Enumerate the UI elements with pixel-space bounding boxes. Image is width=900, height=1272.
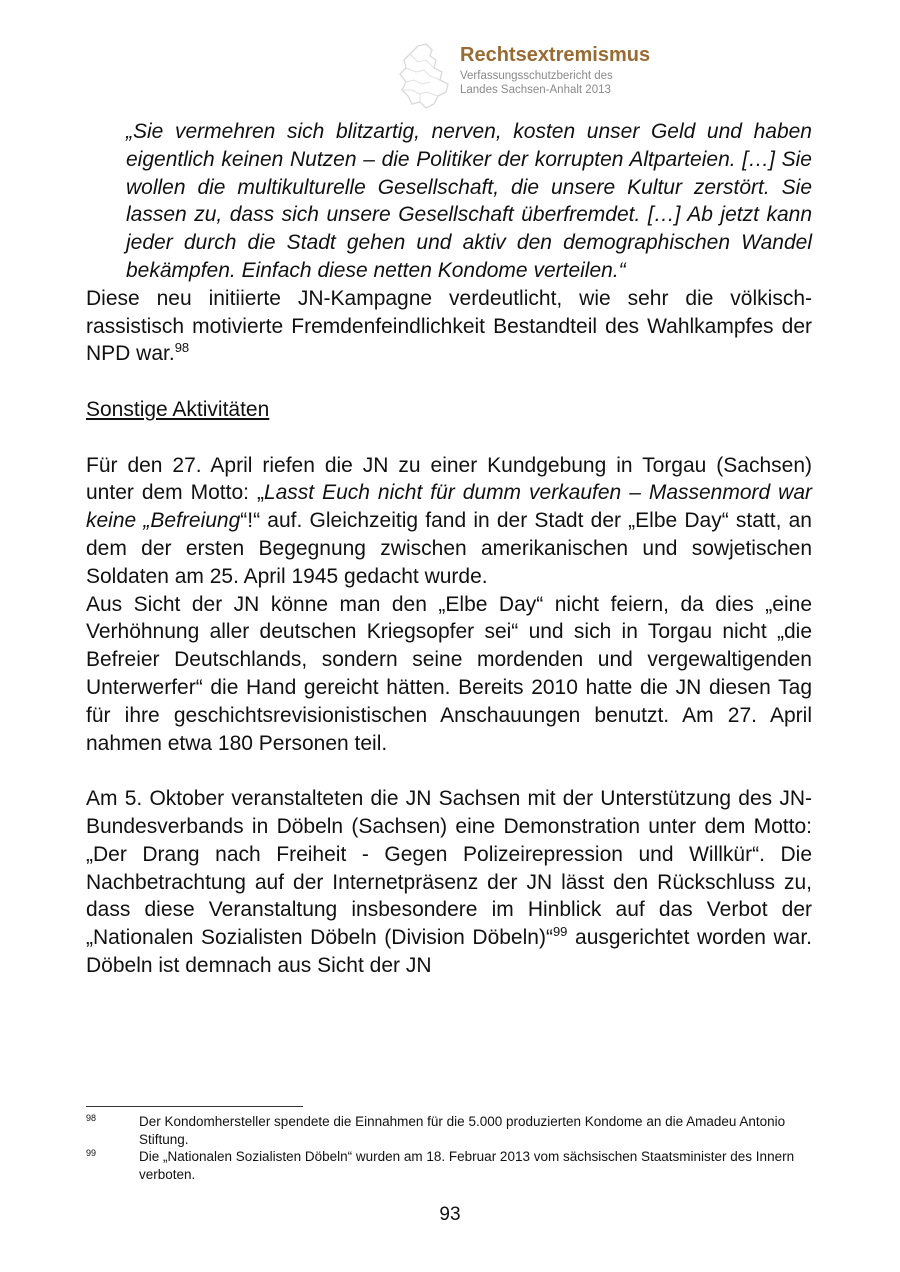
main-text [86,118,812,980]
paragraph-1-text: Diese neu initiierte JN-Kampagne verdeutlicht, wie sehr die völkisch-rassistisch motivierte Fremdenfeindlichkeit Bestandteil des Wahlkampfes der NPD war. [86,286,812,366]
header-subtitle [460,69,613,97]
paragraph-3: Aus Sicht der JN könne man den „Elbe Day“ nicht feiern, da dies „eine Verhöhnung aller deutschen Kriegsopfer sei“ und sich in Torgau nicht „die Befreier Deutschlands, sondern seine mordenden und vergewaltigenden Unterwerfer“ die Hand gereicht hätten. Bereits 2010 hatte die JN diesen Tag für ihre geschichtsrevisionistischen Anschauungen benutzt. Am 27. April nahmen etwa 180 Personen teil. [86,592,812,755]
footnote-divider [86,1106,303,1107]
page-header [396,42,696,114]
paragraph-2-text-a: Für den 27. April riefen die JN zu einer Kundgebung in Torgau (Sachsen) unter dem Motto: „ [86,453,812,505]
header-subtitle-line2: Landes Sachsen-Anhalt 2013 [460,84,611,96]
header-title: Rechtsextremismus [460,44,651,66]
footnote-99 [86,1148,812,1183]
footnote-98 [86,1113,812,1148]
paragraph-1 [86,285,812,368]
footnote-ref-99: 99 [552,924,568,940]
footnote-ref-98: 98 [174,340,190,356]
paragraph-4 [86,785,812,980]
footnote-number: 98 [86,1113,97,1123]
footnote-text: Die „Nationalen Sozialisten Döbeln“ wurden am 18. Februar 2013 vom sächsischen Staatsminister des Innern verboten. [139,1149,795,1182]
paragraph-2 [86,452,812,591]
section-heading: Sonstige Aktivitäten [86,397,270,421]
block-quote: „Sie vermehren sich blitzartig, nerven, kosten unser Geld und haben eigentlich keinen Nutzen – die Politiker der korrupten Altparteien. […] Sie wollen die multikulturelle Gesellschaft, die unsere Kultur zerstört. Sie lassen zu, dass sich unsere Gesellschaft überfremdet. […] Ab jetzt kann jeder durch die Stadt gehen und aktiv den demographischen Wandel bekämpfen. Einfach diese netten Kondome verteilen.“ [126,120,812,282]
paragraph-4-text-b: ausgerichtet worden war. Döbeln ist demnach aus Sicht der JN [86,926,813,977]
paragraph-4-text-a: Am 5. Oktober veranstalteten die JN Sachsen mit der Unterstützung des JN-Bundesverbands in Döbeln (Sachsen) eine Demonstration unter dem Motto: „Der Drang nach Freiheit - Gegen Polizeirepression und Willkür“. Die Nachbetrachtung auf der Internetpräsenz der JN lässt den Rückschluss zu, dass diese Veranstaltung insbesondere im Hinblick auf das Verbot der „Nationalen Sozialisten Döbeln (Division Döbeln)“ [86,787,812,950]
footnote-text: Der Kondomhersteller spendete die Einnahmen für die 5.000 produzierten Kondome an die Amadeu Antonio Stiftung. [139,1114,786,1147]
sachsen-anhalt-map-logo [396,42,456,112]
footnote-number: 99 [86,1148,97,1158]
footnotes [86,1106,812,1183]
header-subtitle-line1: Verfassungsschutzbericht des [460,70,613,82]
paragraph-2-motto: Lasst Euch nicht für dumm verkaufen – Massenmord war keine „Befreiung [86,481,813,533]
page-number: 93 [439,1204,461,1225]
paragraph-2-text-b: “!“ auf. Gleichzeitig fand in der Stadt der „Elbe Day“ statt, an dem der ersten Begegnung zwischen amerikanischen und sowjetischen Soldaten am 25. April 1945 gedacht wurde. [86,509,812,588]
